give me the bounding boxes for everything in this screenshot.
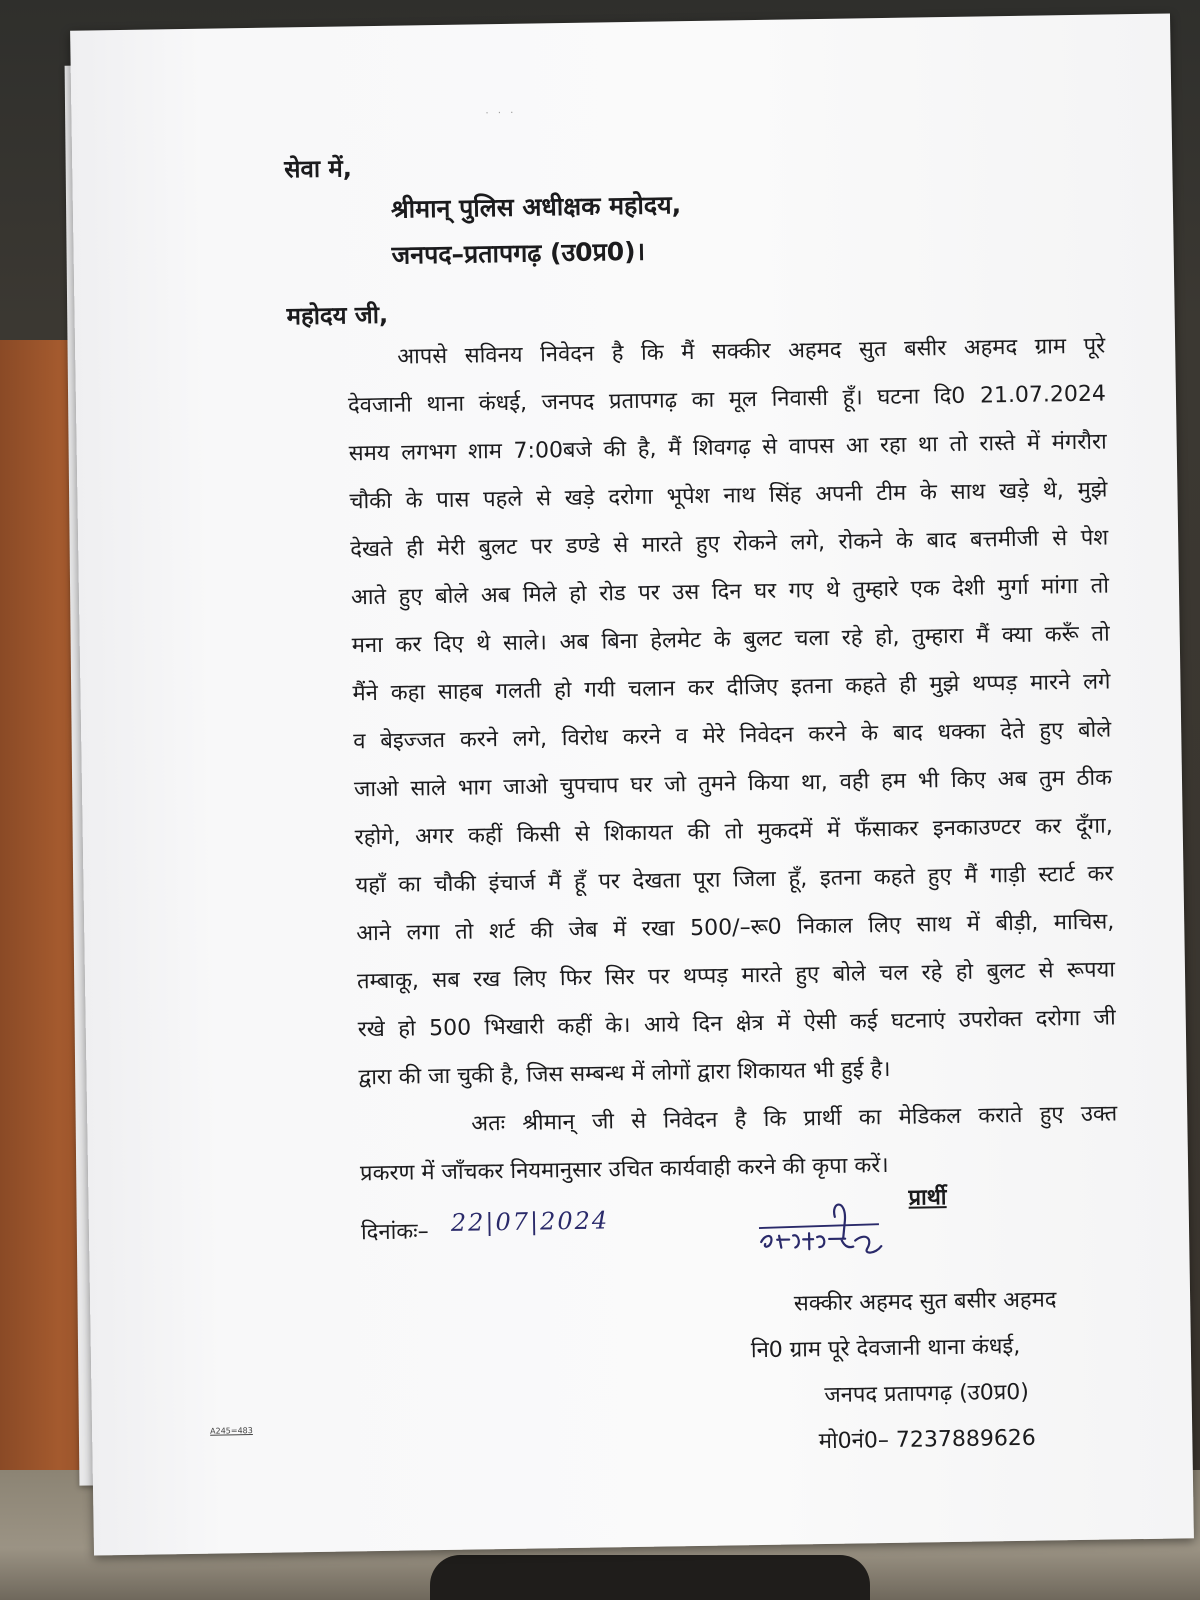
sender-mobile: मो0नं0– 7237889626 — [818, 1425, 1037, 1455]
body-line: अतः श्रीमान् जी से निवेदन है कि प्रार्थी का मेडिकल कराते हुए उक्त — [471, 1101, 1118, 1137]
sender-district: जनपद प्रतापगढ़ (उ0प्र0) — [824, 1379, 1030, 1409]
body-line: तम्बाकू, सब रख लिए फिर सिर पर थप्पड़ मारते हुए बोले चल रहे हो बुलट से रूपया — [356, 957, 1116, 995]
paper-specks: · · · — [485, 107, 517, 120]
body-line: चौकी के पास पहले से खड़े दरोगा भूपेश नाथ सिंह अपनी टीम के साथ खड़े थे, मुझे — [349, 477, 1108, 515]
body-line: मना कर दिए थे साले। अब बिना हेलमेट के बुलट चला रहे हो, तुम्हारा मैं क्या करूँ तो — [351, 621, 1110, 659]
body-line: मैंने कहा साहब गलती हो गयी चलान कर दीजिए इतना कहते ही मुझे थप्पड़ मारने लगे — [352, 669, 1111, 707]
greeting: महोदय जी, — [286, 300, 389, 331]
letter-page — [70, 13, 1194, 1555]
body-line: आपसे सविनय निवेदन है कि मैं सक्कीर अहमद सुत बसीर अहमद ग्राम पूरे — [397, 333, 1106, 370]
addressee-line-1: श्रीमान् पुलिस अधीक्षक महोदय, — [390, 190, 682, 224]
body-line: समय लगभग शाम 7:00बजे की है, मैं शिवगढ़ से वापस आ रहा था तो रास्ते में मंगरौरा — [348, 429, 1107, 467]
letter-body — [347, 323, 1118, 1199]
body-line: प्रकरण में जाँचकर नियमानुसार उचित कार्यवाही करने की कृपा करें। — [359, 1153, 889, 1187]
body-line: जाओ साले भाग जाओ चुपचाप घर जो तुमने किया था, वही हम भी किए अब तुम ठीक — [353, 765, 1113, 803]
letter-to: सेवा में, — [284, 154, 353, 184]
body-line: यहाँ का चौकी इंचार्ज मैं हूँ पर देखता पूरा जिला हूँ, इतना कहते हुए मैं गाड़ी स्टार्ट कर — [355, 861, 1114, 899]
body-line: रखे हो 500 भिखारी कहीं के। आये दिन क्षेत्र में ऐसी कई घटनाएं उपरोक्त दरोगा जी — [357, 1005, 1116, 1043]
date-label: दिनांकः– — [360, 1219, 429, 1246]
handwritten-date: 22|07|2024 — [450, 1206, 610, 1237]
sender-address: नि0 ग्राम पूरे देवजानी थाना कंधई, — [750, 1333, 1021, 1364]
background-dark-object — [430, 1555, 870, 1600]
applicant-label: प्रार्थी — [908, 1185, 947, 1211]
document-code: A245=483 — [210, 1426, 253, 1436]
sender-details — [750, 1277, 1103, 1466]
body-line: रहोगे, अगर कहीं किसी से शिकायत की तो मुकदमें में फँसाकर इनकाउण्टर कर दूँगा, — [354, 813, 1113, 851]
sender-name: सक्कीर अहमद सुत बसीर अहमद — [793, 1287, 1057, 1317]
body-line: आते हुए बोले अब मिले हो रोड पर उस दिन घर गए थे तुम्हारे एक देशी मुर्गा मांगा तो — [350, 573, 1110, 611]
body-line: आने लगा तो शर्ट की जेब में रखा 500/–रू0 निकाल लिए साथ में बीड़ी, माचिस, — [356, 909, 1115, 947]
body-line: देखते ही मेरी बुलट पर डण्डे से मारते हुए रोकने लगे, रोकने के बाद बत्तमीजी से पेश — [350, 525, 1109, 563]
handwritten-signature — [755, 1198, 906, 1262]
body-line: देवजानी थाना कंधई, जनपद प्रतापगढ़ का मूल निवासी हूँ। घटना दि0 21.07.2024 — [347, 381, 1107, 419]
body-line: द्वारा की जा चुकी है, जिस सम्बन्ध में लोगों द्वारा शिकायत भी हुई है। — [358, 1056, 891, 1091]
addressee-line-2: जनपद–प्रतापगढ़ (उ0प्र0)। — [391, 236, 646, 270]
body-line: व बेइज्जत करने लगे, विरोध करने व मेरे निवेदन करने के बाद धक्का देते हुए बोले — [353, 717, 1112, 755]
